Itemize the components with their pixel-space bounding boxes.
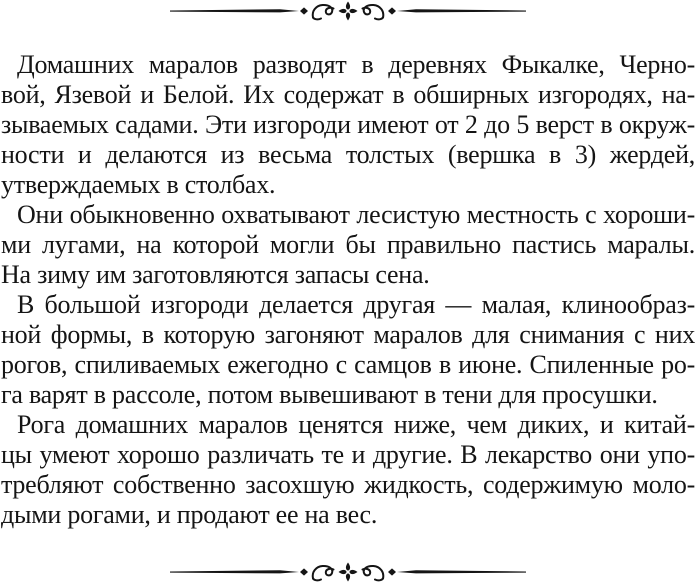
- paragraph-2: [1, 200, 695, 290]
- paragraph-1: [1, 50, 695, 200]
- text-line: На зиму им заготовляются запасы сена.: [1, 260, 430, 289]
- text-line: Домашних маралов разводят в деревнях Фыкалке, Черно-: [17, 50, 695, 79]
- text-line: В большой изгороди делается другая — малая, клинообраз-: [17, 290, 695, 319]
- text-line: рогов, спиливаемых ежегодно с самцов в июне. Спиленные ро-: [1, 350, 695, 379]
- text-line: утверждаемых в столбах.: [1, 170, 276, 199]
- paragraph-3: [1, 290, 695, 410]
- ornament-divider-top: [170, 0, 526, 22]
- text-line: зываемых садами. Эти изгороди имеют от 2 до 5 верст в окруж-: [1, 110, 695, 139]
- text-line: ной формы, в которую загоняют маралов для снимания с них: [1, 320, 695, 349]
- text-line: Рога домашних маралов ценятся ниже, чем диких, и китай-: [17, 410, 695, 439]
- text-line: цы умеют хорошо различать те и другие. В лекарство они упо-: [1, 440, 695, 469]
- text-line: га варят в рассоле, потом вывешивают в тени для просушки.: [1, 380, 658, 409]
- text-line: дыми рогами, и продают ее на вес.: [1, 500, 378, 529]
- text-line: вой, Язевой и Белой. Их содержат в обширных изгородях, на-: [1, 80, 695, 109]
- body-text: [0, 50, 696, 530]
- paragraph-4: [1, 410, 695, 530]
- text-line: требляют собственно засохшую жидкость, содержимую моло-: [1, 470, 695, 499]
- text-line: Они обыкновенно охватывают лесистую местность с хороши-: [17, 200, 695, 229]
- text-line: ми лугами, на которой могли бы правильно пастись маралы.: [1, 230, 695, 259]
- text-line: ности и делаются из весьма толстых (вершка в 3) жердей,: [1, 140, 695, 169]
- ornament-divider-bottom: [170, 561, 526, 583]
